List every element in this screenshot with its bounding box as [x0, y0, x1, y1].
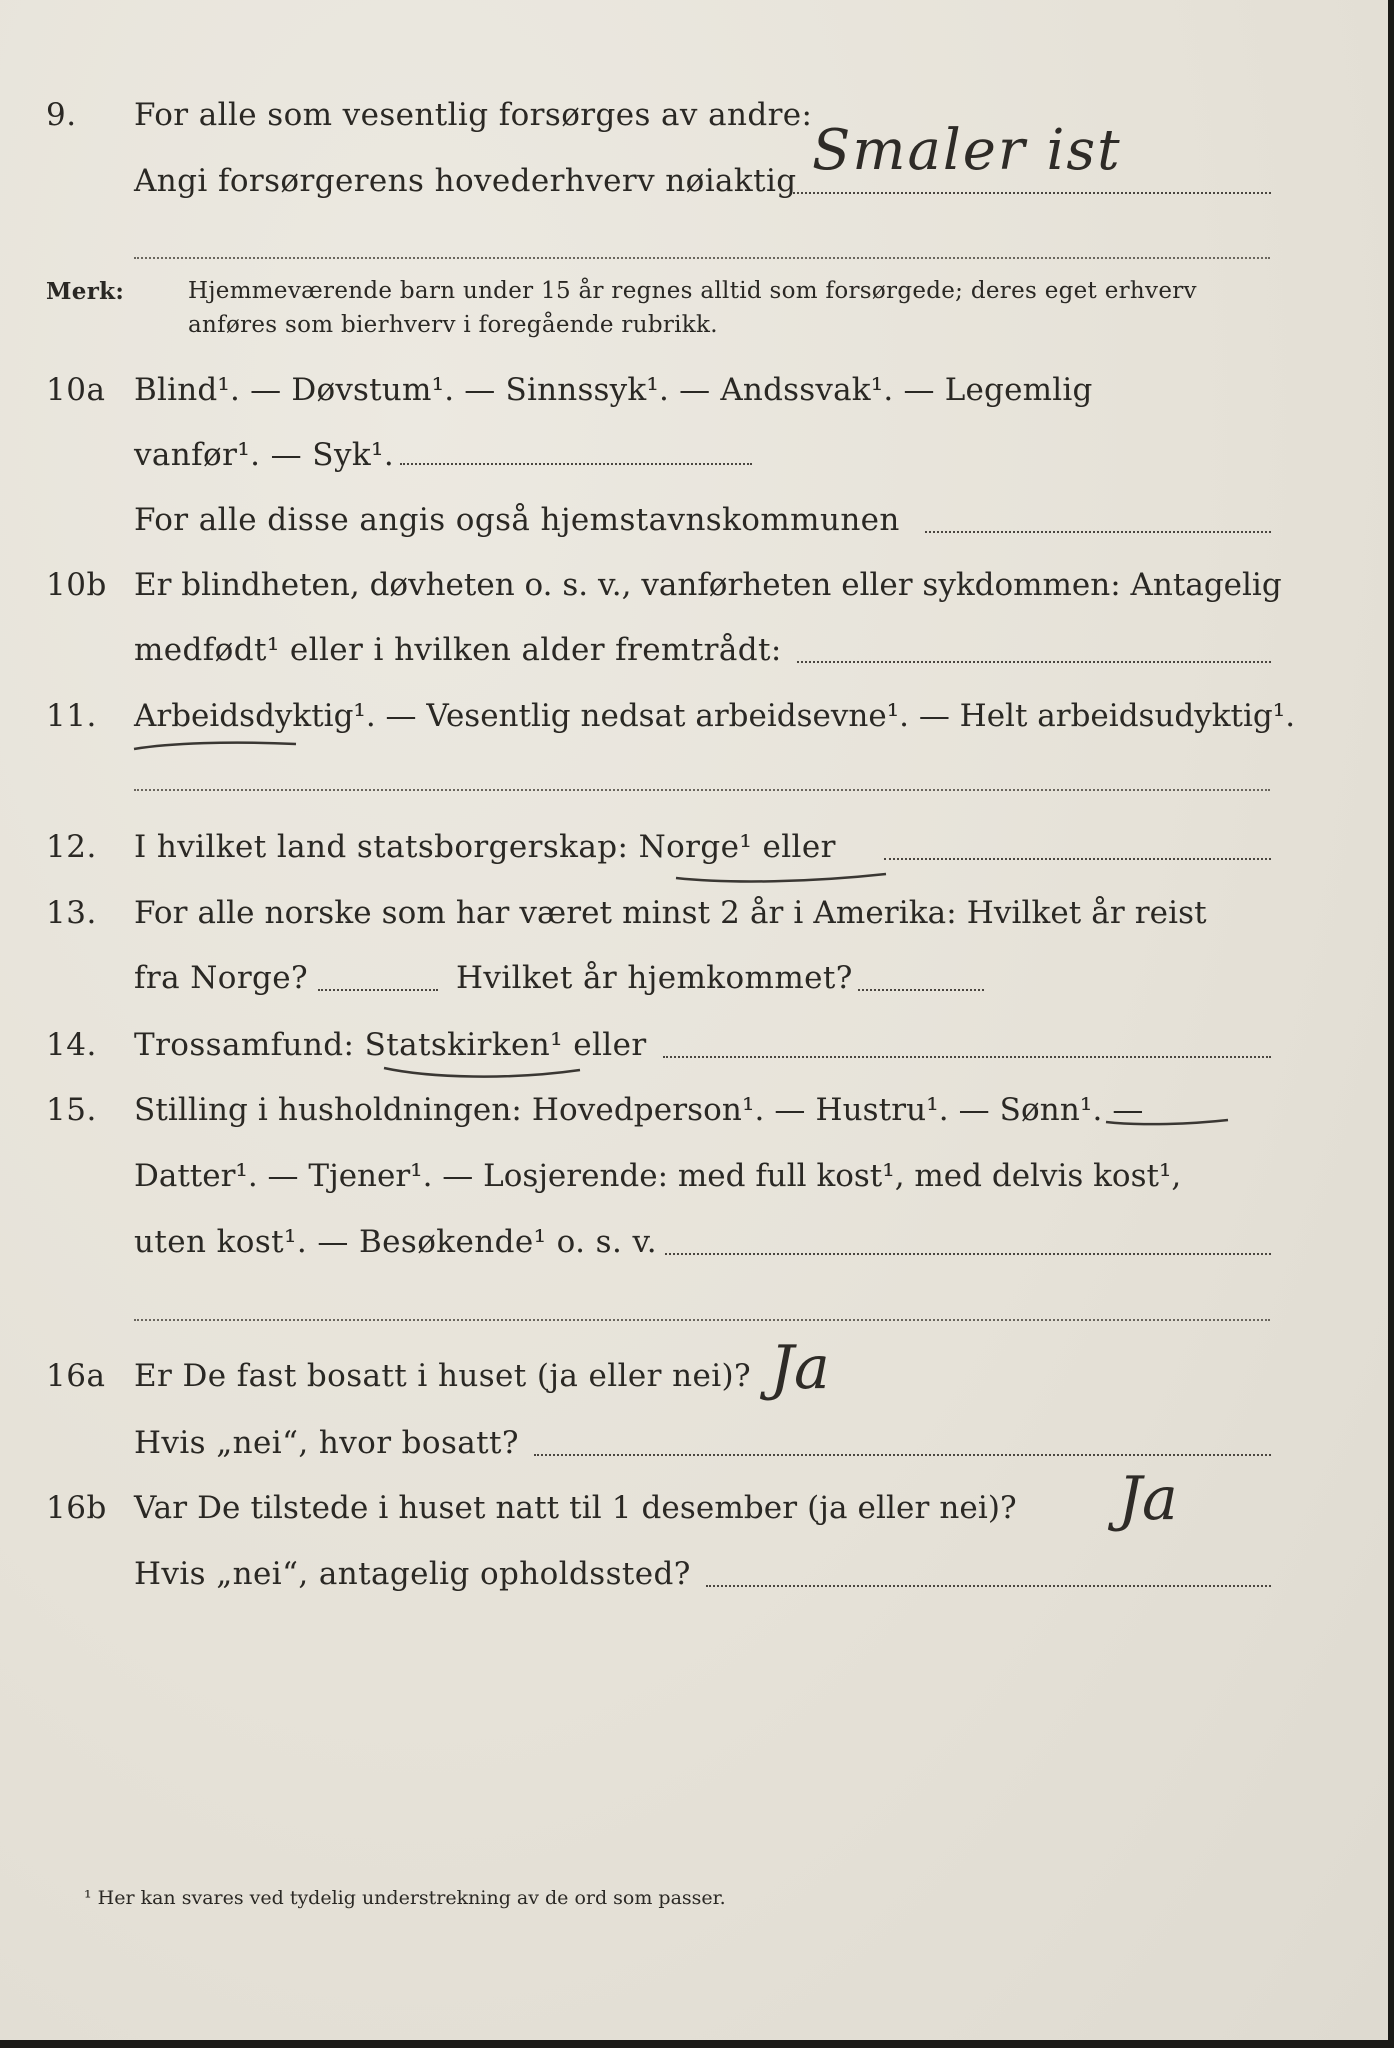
question-15-number: 15.: [46, 1092, 97, 1128]
question-10a-kommune-line: [925, 531, 1271, 533]
question-15-answer-line: [665, 1253, 1271, 1255]
question-10a-line1: Blind¹. — Døvstum¹. — Sinnssyk¹. — Andssvak¹. — Legemlig: [134, 372, 1093, 408]
question-15-line3: uten kost¹. — Besøkende¹ o. s. v.: [134, 1224, 657, 1260]
question-16a-line2: Hvis „nei“, hvor bosatt?: [134, 1425, 519, 1461]
question-13-line2a: fra Norge?: [134, 960, 309, 996]
question-15-extra-line: [134, 1319, 1270, 1321]
question-10a-line3: For alle disse angis også hjemstavnskommunen: [134, 502, 900, 538]
question-9-line2: Angi forsørgerens hovederhverv nøiaktig: [134, 163, 797, 199]
merk-line2: anføres som bierhverv i foregående rubrikk.: [188, 312, 718, 338]
question-9-number: 9.: [46, 97, 77, 133]
question-16a-handwritten-answer: Ja: [770, 1333, 830, 1403]
question-16b-number: 16b: [46, 1490, 107, 1526]
question-16b-line1: Var De tilstede i huset natt til 1 desember (ja eller nei)?: [134, 1490, 1017, 1526]
arbeidsdyktig-underline-mark: [130, 733, 300, 755]
question-14-number: 14.: [46, 1027, 97, 1063]
question-10a-number: 10a: [46, 372, 106, 408]
question-9-line1: For alle som vesentlig forsørges av andre:: [134, 97, 813, 133]
question-16a-line1: Er De fast bosatt i huset (ja eller nei)?: [134, 1358, 752, 1394]
question-16b-answer-line: [706, 1585, 1271, 1587]
norge-underline-mark: [672, 866, 892, 888]
question-13-reist-line: [318, 989, 438, 991]
question-10a-syk-line: [400, 463, 752, 465]
question-10a-line2: vanfør¹. — Syk¹.: [134, 437, 395, 473]
question-13-number: 13.: [46, 895, 97, 931]
question-13-hjemkommet-line: [858, 989, 984, 991]
question-10b-line2: medfødt¹ eller i hvilken alder fremtrådt:: [134, 632, 782, 668]
question-16b-handwritten-answer: Ja: [1118, 1464, 1178, 1534]
question-9-answer-line: [793, 192, 1271, 194]
statskirken-underline-mark: [380, 1062, 585, 1084]
question-10b-number: 10b: [46, 567, 107, 603]
question-10b-line1: Er blindheten, døvheten o. s. v., vanførheten eller sykdommen: Antagelig: [134, 567, 1282, 603]
question-15-line2: Datter¹. — Tjener¹. — Losjerende: med full kost¹, med delvis kost¹,: [134, 1158, 1182, 1194]
question-11-extra-line: [134, 789, 1270, 791]
question-13-line2b: Hvilket år hjemkommet?: [456, 960, 853, 996]
question-14-answer-line: [663, 1056, 1271, 1058]
footnote: ¹ Her kan svares ved tydelig understrekning av de ord som passer.: [84, 1887, 726, 1909]
question-13-line1: For alle norske som har været minst 2 år i Amerika: Hvilket år reist: [134, 895, 1207, 931]
question-9-handwritten-answer: Smaler ist: [812, 118, 1122, 183]
merk-label: Merk:: [46, 278, 125, 305]
question-11-line1: Arbeidsdyktig¹. — Vesentlig nedsat arbeidsevne¹. — Helt arbeidsudyktig¹.: [134, 698, 1296, 734]
question-16b-line2: Hvis „nei“, antagelig opholdssted?: [134, 1556, 691, 1592]
question-9-extra-line: [134, 257, 1270, 259]
question-16a-number: 16a: [46, 1358, 106, 1394]
question-12-line1: I hvilket land statsborgerskap: Norge¹ eller: [134, 829, 836, 865]
question-14-line1: Trossamfund: Statskirken¹ eller: [134, 1027, 647, 1063]
question-10b-answer-line: [797, 661, 1271, 663]
question-16a-answer-line: [534, 1454, 1271, 1456]
sonn-underline-mark: [1102, 1108, 1232, 1134]
question-15-line1: Stilling i husholdningen: Hovedperson¹. — Hustru¹. — Sønn¹. —: [134, 1092, 1144, 1128]
merk-line1: Hjemmeværende barn under 15 år regnes alltid som forsørgede; deres eget erhverv: [188, 278, 1197, 304]
question-11-number: 11.: [46, 698, 97, 734]
question-12-number: 12.: [46, 829, 97, 865]
question-12-answer-line: [884, 858, 1271, 860]
